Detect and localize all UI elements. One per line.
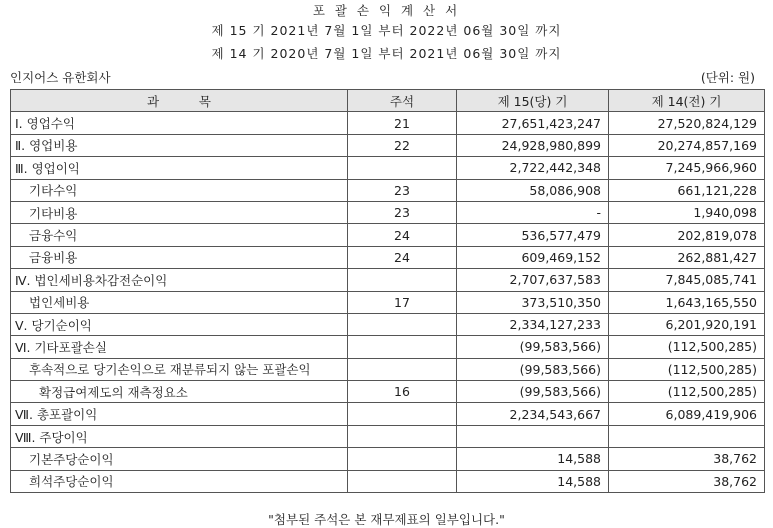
row-note: 23 <box>348 201 457 223</box>
row-current-amount: (99,583,566) <box>457 336 609 358</box>
row-note: 22 <box>348 134 457 156</box>
row-note <box>348 470 457 492</box>
row-prior-amount: (112,500,285) <box>609 381 765 403</box>
table-row <box>11 201 765 223</box>
row-note <box>348 157 457 179</box>
row-note: 16 <box>348 381 457 403</box>
row-current-amount: 58,086,908 <box>457 179 609 201</box>
row-item-label: Ⅵ. 기타포괄손실 <box>11 336 348 358</box>
row-prior-amount: 7,245,966,960 <box>609 157 765 179</box>
row-note: 24 <box>348 224 457 246</box>
row-current-amount: 14,588 <box>457 448 609 470</box>
row-current-amount: 14,588 <box>457 470 609 492</box>
row-current-amount: 24,928,980,899 <box>457 134 609 156</box>
table-row <box>11 425 765 447</box>
row-prior-amount: 262,881,427 <box>609 246 765 268</box>
column-header-item: 과 목 <box>11 90 348 112</box>
row-current-amount: 27,651,423,247 <box>457 112 609 134</box>
table-row <box>11 179 765 201</box>
row-item-label: 기본주당순이익 <box>11 448 348 470</box>
row-prior-amount: 202,819,078 <box>609 224 765 246</box>
company-name: 인지어스 유한회사 <box>10 70 111 85</box>
row-prior-amount: 20,274,857,169 <box>609 134 765 156</box>
row-current-amount: - <box>457 201 609 223</box>
row-current-amount: 2,334,127,233 <box>457 313 609 335</box>
row-prior-amount <box>609 425 765 447</box>
table-row <box>11 269 765 291</box>
table-header-row <box>11 90 765 112</box>
row-note: 24 <box>348 246 457 268</box>
row-prior-amount: 661,121,228 <box>609 179 765 201</box>
table-row <box>11 313 765 335</box>
row-item-label: 금융비용 <box>11 246 348 268</box>
row-note: 23 <box>348 179 457 201</box>
row-note <box>348 336 457 358</box>
row-prior-amount: 6,089,419,906 <box>609 403 765 425</box>
row-item-label: 희석주당순이익 <box>11 470 348 492</box>
table-row <box>11 336 765 358</box>
footer-note: "첨부된 주석은 본 재무제표의 일부입니다." <box>268 512 505 527</box>
row-item-label: Ⅲ. 영업이익 <box>11 157 348 179</box>
table-row <box>11 403 765 425</box>
row-prior-amount: (112,500,285) <box>609 336 765 358</box>
row-current-amount: 373,510,350 <box>457 291 609 313</box>
row-item-label: Ⅳ. 법인세비용차감전순이익 <box>11 269 348 291</box>
row-item-label: Ⅴ. 당기순이익 <box>11 313 348 335</box>
row-prior-amount: 1,643,165,550 <box>609 291 765 313</box>
column-header-current: 제 15(당) 기 <box>457 90 609 112</box>
row-note <box>348 448 457 470</box>
row-current-amount: 536,577,479 <box>457 224 609 246</box>
row-item-label: Ⅶ. 총포괄이익 <box>11 403 348 425</box>
row-item-label: Ⅷ. 주당이익 <box>11 425 348 447</box>
row-prior-amount: 1,940,098 <box>609 201 765 223</box>
period-prior: 제 14 기 2020년 7월 1일 부터 2021년 06월 30일 까지 <box>211 46 562 61</box>
row-current-amount: 609,469,152 <box>457 246 609 268</box>
row-prior-amount: 38,762 <box>609 448 765 470</box>
table-row <box>11 157 765 179</box>
row-prior-amount: (112,500,285) <box>609 358 765 380</box>
column-header-prior: 제 14(전) 기 <box>609 90 765 112</box>
row-note <box>348 403 457 425</box>
table-row <box>11 448 765 470</box>
row-item-label: 기타수익 <box>11 179 348 201</box>
table-row <box>11 112 765 134</box>
table-row <box>11 381 765 403</box>
table-row <box>11 134 765 156</box>
row-item-label: Ⅰ. 영업수익 <box>11 112 348 134</box>
row-current-amount: (99,583,566) <box>457 381 609 403</box>
row-prior-amount: 6,201,920,191 <box>609 313 765 335</box>
column-header-note: 주석 <box>348 90 457 112</box>
table-row <box>11 246 765 268</box>
row-note <box>348 425 457 447</box>
row-current-amount: (99,583,566) <box>457 358 609 380</box>
row-item-label: 법인세비용 <box>11 291 348 313</box>
table-row <box>11 358 765 380</box>
row-current-amount: 2,234,543,667 <box>457 403 609 425</box>
row-item-label: 기타비용 <box>11 201 348 223</box>
row-current-amount: 2,707,637,583 <box>457 269 609 291</box>
row-item-label: 확정급여제도의 재측정요소 <box>11 381 348 403</box>
period-current: 제 15 기 2021년 7월 1일 부터 2022년 06월 30일 까지 <box>211 23 562 38</box>
row-prior-amount: 27,520,824,129 <box>609 112 765 134</box>
row-note <box>348 313 457 335</box>
row-note: 17 <box>348 291 457 313</box>
row-item-label: 금융수익 <box>11 224 348 246</box>
table-row <box>11 291 765 313</box>
row-prior-amount: 38,762 <box>609 470 765 492</box>
row-prior-amount: 7,845,085,741 <box>609 269 765 291</box>
statement-title: 포 괄 손 익 계 산 서 <box>312 3 461 18</box>
table-row <box>11 224 765 246</box>
row-note <box>348 269 457 291</box>
row-note <box>348 358 457 380</box>
row-item-label: Ⅱ. 영업비용 <box>11 134 348 156</box>
table-row <box>11 470 765 492</box>
row-current-amount: 2,722,442,348 <box>457 157 609 179</box>
income-statement-table <box>10 89 765 493</box>
row-item-label: 후속적으로 당기손익으로 재분류되지 않는 포괄손익 <box>11 358 348 380</box>
unit-label: (단위: 원) <box>700 70 755 85</box>
row-note: 21 <box>348 112 457 134</box>
row-current-amount <box>457 425 609 447</box>
